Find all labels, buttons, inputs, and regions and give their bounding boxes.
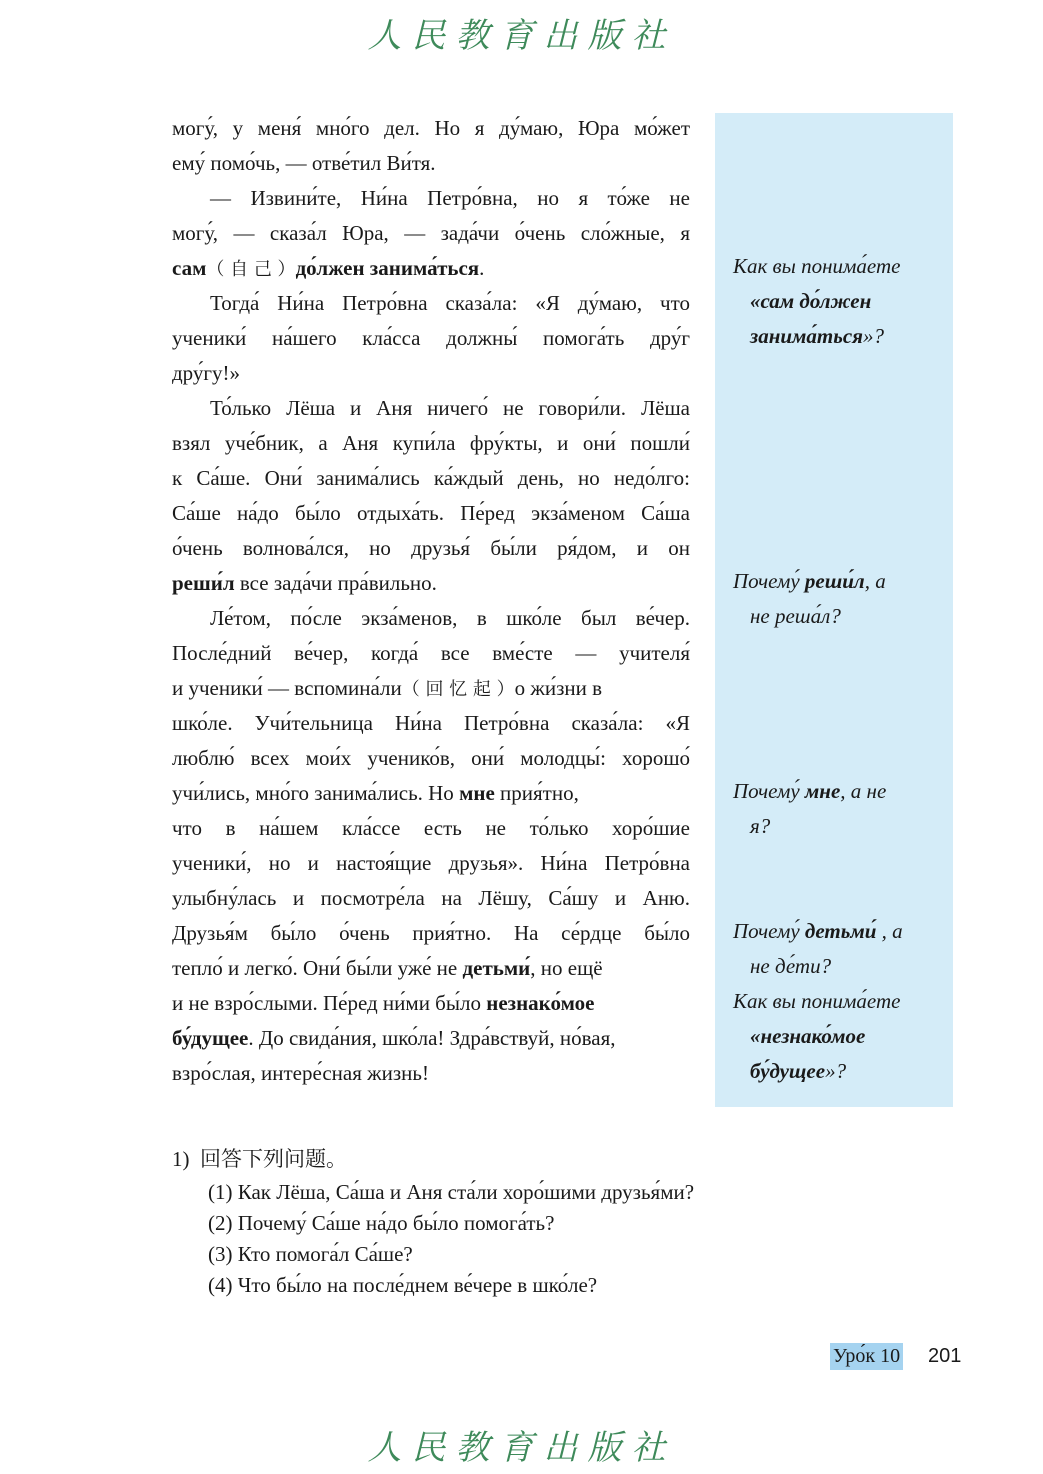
margin-note: Как вы понима́ете «сам до́лжен занима́ться»?: [733, 254, 901, 348]
margin-note: Почему́ реши́л, а не реша́л?: [733, 569, 886, 628]
text-line: учи́лись, мно́го занима́лись. Но мне прия́тно,: [172, 781, 579, 805]
text-line: То́лько Лёша и Аня ничего́ не говори́ли. Лёша: [210, 396, 690, 420]
text-line: и не взро́слыми. Пе́ред ни́ми бы́ло незнако́мое: [172, 991, 595, 1015]
bold-word: бу́дущее: [172, 1026, 249, 1050]
text-line: дру́гу!»: [172, 361, 241, 385]
text-line: что в на́шем кла́ссе есть не то́лько хоро́шие: [172, 816, 690, 840]
text-line: взро́слая, интере́сная жизнь!: [172, 1061, 429, 1085]
text-line: После́дний ве́чер, когда́ все вме́сте — учителя́: [172, 641, 690, 665]
text-line: улыбну́лась и посмотре́ла на Лёшу, Са́шу и Аню.: [172, 886, 690, 910]
exercise-block: [172, 1143, 872, 1300]
bold-phrase: сам: [172, 256, 207, 280]
page-number: 201: [928, 1345, 962, 1367]
publisher-logo-bottom: 人民教育出版社: [367, 1428, 676, 1468]
bold-word: незнако́мое: [486, 991, 595, 1015]
question-item: (3) Кто помога́л Са́ше?: [208, 1242, 413, 1266]
margin-note: Как вы понима́ете «незнако́мое бу́дущее»?: [733, 989, 901, 1083]
chinese-gloss: （ 回 忆 起 ）: [401, 679, 515, 700]
text-line: тепло́ и легко́. Они́ бы́ли уже́ не детьми́, но ещё: [172, 956, 603, 980]
text-line: о́чень волнова́лся, но друзья́ бы́ли ря́дом, и он: [172, 536, 690, 560]
question-item: (1) Как Лёша, Са́ша и Аня ста́ли хоро́шими друзья́ми?: [208, 1180, 695, 1204]
text-line: бу́дущее. До свида́ния, шко́ла! Здра́вствуй, но́вая,: [172, 1026, 616, 1050]
text-line: люблю́ всех мои́х ученико́в, они́ молодцы́: хорошо́: [172, 746, 690, 770]
publisher-logo-top: 人民教育出版社: [367, 16, 676, 56]
reading-text: [172, 111, 690, 1091]
text-line: к Са́ше. Они́ занима́лись ка́ждый день, но недо́лго:: [172, 466, 690, 490]
text-line: — Извини́те, Ни́на Петро́вна, но я то́же не: [210, 186, 690, 210]
lesson-label: Уро́к 10: [830, 1343, 903, 1370]
text-line: реши́л все зада́чи пра́вильно.: [172, 571, 437, 595]
text-line: могу́, — сказа́л Юра, — зада́чи о́чень сло́жные, я: [172, 221, 690, 245]
text-line: ученики́ на́шего кла́сса должны́ помога́ть дру́г: [172, 326, 690, 350]
question-item: (4) Что бы́ло на после́днем ве́чере в шко́ле?: [208, 1273, 598, 1297]
bold-word: мне: [459, 781, 495, 805]
bold-word: реши́л: [172, 571, 235, 595]
text-line: сам（ 自 己 ）до́лжен занима́ться.: [172, 256, 485, 280]
question-item: (2) Почему́ Са́ше на́до бы́ло помога́ть?: [208, 1211, 555, 1235]
text-line: шко́ле. Учи́тельница Ни́на Петро́вна сказа́ла: «Я: [172, 711, 690, 735]
text-line: Тогда́ Ни́на Петро́вна сказа́ла: «Я ду́маю, что: [210, 291, 690, 315]
text-line: Са́ше на́до бы́ло отдыха́ть. Пе́ред экза́меном Са́ша: [172, 501, 690, 525]
exercise-heading: 1) 回答下列问题。: [172, 1147, 347, 1171]
margin-note: Почему́ мне, а не я?: [733, 779, 887, 838]
text-line: ученики́, но и настоя́щие друзья». Ни́на Петро́вна: [172, 851, 690, 875]
margin-note: Почему́ детьми́ , а не де́ти?: [733, 919, 903, 978]
text-line: ему́ помо́чь, — отве́тил Ви́тя.: [172, 151, 436, 175]
chinese-gloss: （ 自 己 ）: [206, 259, 296, 280]
bold-word: детьми́: [462, 956, 531, 980]
text-line: Ле́том, по́сле экза́менов, в шко́ле был ве́чер.: [210, 606, 690, 630]
text-line: Друзья́м бы́ло о́чень прия́тно. На се́рдце бы́ло: [172, 921, 690, 945]
text-line: взял уче́бник, а Аня купи́ла фру́кты, и они́ пошли́: [172, 431, 690, 455]
text-line: могу́, у меня́ мно́го дел. Но я ду́маю, Юра мо́жет: [172, 116, 690, 140]
text-line: и ученики́ — вспомина́ли（ 回 忆 起 ）о жи́зни в: [172, 676, 603, 700]
bold-phrase: до́лжен занима́ться: [295, 256, 480, 280]
